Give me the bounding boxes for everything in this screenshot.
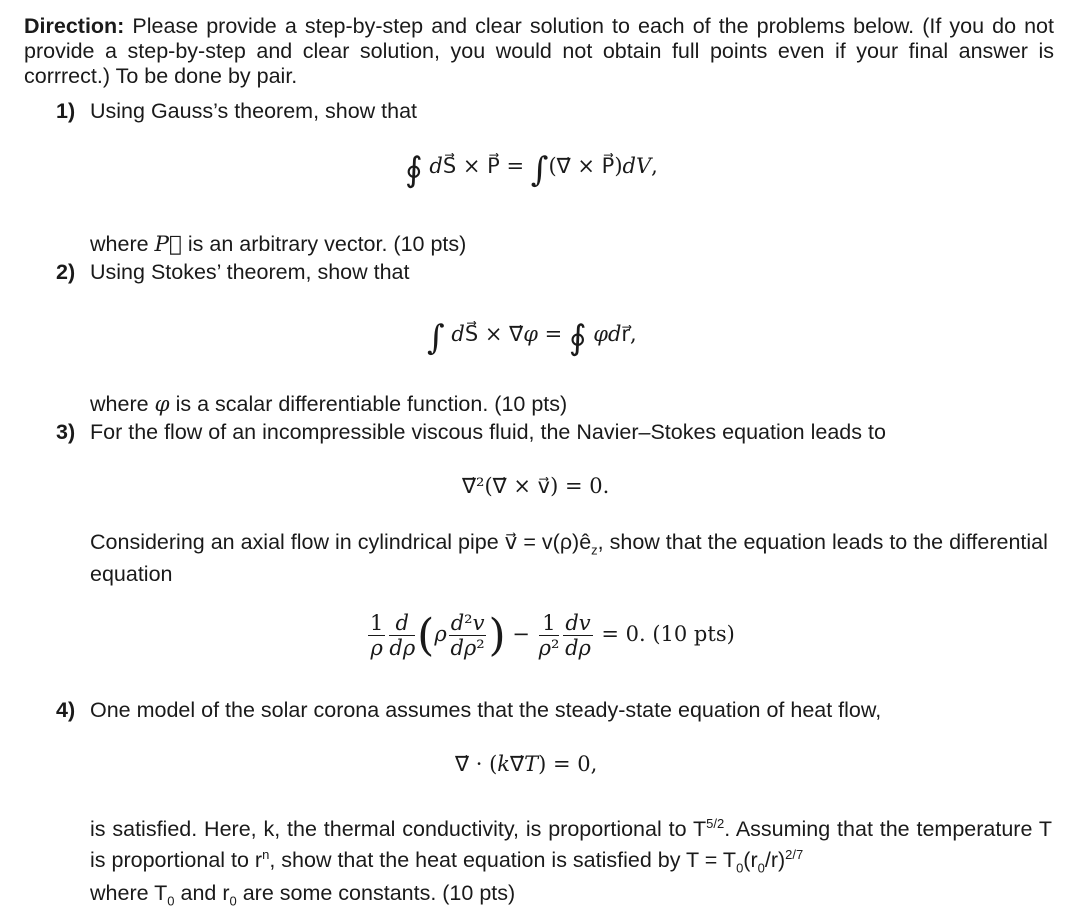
problem-intro: For the flow of an incompressible viscous fluid, the Navier–Stokes equation leads to: [90, 420, 886, 444]
equation-4-points: = 0. (10 pts): [601, 622, 735, 646]
note-after: is an arbitrary vector. (10 pts): [181, 232, 467, 256]
problem-1-heading: [56, 99, 417, 124]
note-before: where: [90, 392, 149, 416]
note-symbol: P⃗: [154, 232, 182, 257]
equation-1: ∮ dS⃗ × P⃗ = ∫(∇⃗ × P⃗)dV,: [405, 150, 658, 190]
note-after: is a scalar differentiable function. (10 pts): [169, 392, 568, 416]
direction-text: Please provide a step-by-step and clear solution to each of the problems below. (If you do not provide a step-by-step and clear solution, you would not obtain full points even if your final answer is corrrect.) To be done by pair.: [24, 14, 1054, 88]
note-symbol: φ: [154, 392, 170, 417]
problem-number: 4): [56, 698, 76, 722]
problem-2-note: [90, 392, 1052, 417]
equation-3: ∇⃗²(∇⃗ × v⃗) = 0.: [462, 474, 610, 498]
problem-3-heading: [56, 420, 886, 445]
problem-number: 1): [56, 99, 76, 123]
problem-2-heading: [56, 260, 409, 285]
problem-3-text-b: , show that the equation leads to the differential equation: [90, 530, 1048, 587]
problem-4-text: is satisfied. Here, k, the thermal conductivity, is proportional to $T^{5/2}$. Assuming that the temperature T is proportional to $r^n$, show that the heat equation is satisfied by $T = T_0(r_0/r)^{2/7}$ where $T_0$ and $r_0$ are some constants. (10 pts): [90, 816, 1052, 908]
problem-4-text-5: and r: [174, 880, 230, 905]
problem-4-text-1: is satisfied. Here, k, the thermal conductivity, is proportional to T: [90, 817, 707, 842]
problem-4-text-6: are some constants. (10 pts): [236, 880, 516, 905]
problem-intro: One model of the solar corona assumes that the steady-state equation of heat flow,: [90, 698, 882, 722]
problem-4-text-3: , show that the heat equation is satisfied by T = T: [269, 848, 737, 873]
problem-4-heading: [56, 698, 881, 723]
problem-intro: Using Gauss’s theorem, show that: [90, 99, 418, 123]
problem-4-text-4: where T: [90, 880, 168, 905]
direction-paragraph: [24, 14, 1054, 89]
problem-number: 3): [56, 420, 76, 444]
equation-5: ∇⃗ · (k∇⃗T) = 0,: [455, 752, 598, 776]
problem-intro: Using Stokes’ theorem, show that: [90, 260, 410, 284]
problem-1-note: [90, 232, 1052, 257]
direction-label: Direction:: [24, 14, 125, 38]
problem-3-text: Considering an axial flow in cylindrical pipe v⃗ = $v(\rho)ê_z$, show that the equation leads to the differential equation: [90, 530, 1048, 587]
problem-number: 2): [56, 260, 76, 284]
problem-3-text-a: Considering an axial flow in cylindrical pipe v⃗ = v(ρ)ê: [90, 530, 592, 554]
problem-4-text-2: . Assuming that the temperature T is proportional to r: [90, 817, 1052, 873]
note-before: where: [90, 232, 149, 256]
equation-4: $\frac{1}{\rho}$ $\frac{d}{d\rho}$ (ρ $\frac{\text{d²v}}{\text{dρ²}}$ ) − $\frac{1}{\text{ρ²}}$ $\frac{dv}{d\rho}$ = 0. (10 pts): [370, 610, 735, 661]
equation-2: ∫ dS⃗ × ∇⃗φ = ∮ φdr⃗,: [427, 318, 637, 358]
